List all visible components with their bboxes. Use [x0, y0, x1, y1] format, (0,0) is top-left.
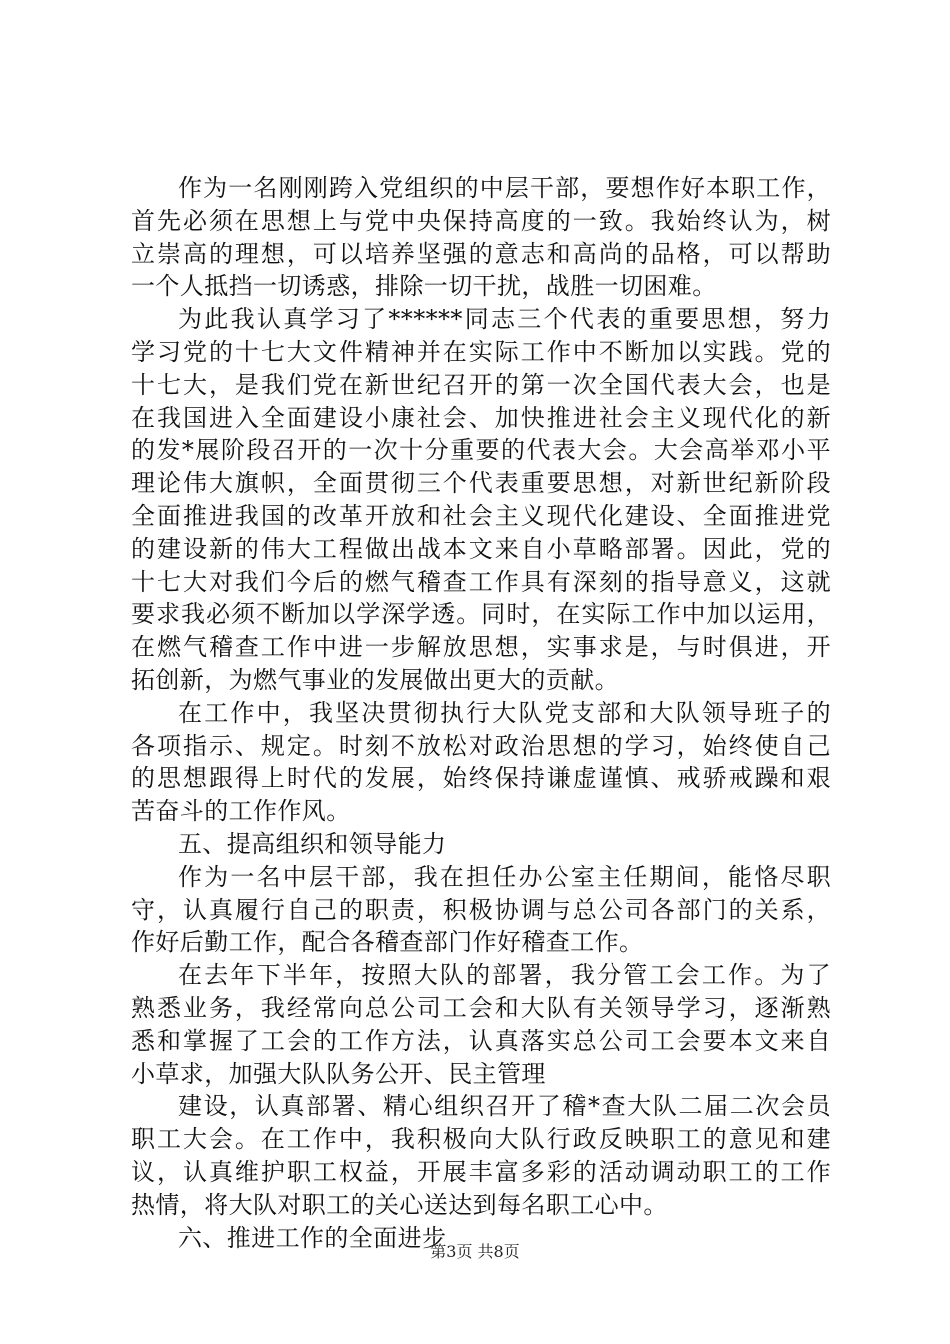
text-line: 十七大，是我们党在新世纪召开的第一次全国代表大会，也是	[131, 370, 831, 399]
page-footer: 第3页 共8页	[430, 1242, 520, 1261]
text-line: 的建设新的伟大工程做出战本文来自小草略部署。因此，党的	[131, 534, 831, 563]
text-line: 六、推进工作的全面进步	[178, 1223, 447, 1252]
text-line: 在我国进入全面建设小康社会、加快推进社会主义现代化的新	[131, 403, 831, 432]
text-line: 作为一名中层干部，我在担任办公室主任期间，能恪尽职	[178, 862, 831, 891]
text-line: 熟悉业务，我经常向总公司工会和大队有关领导学习，逐渐熟	[131, 993, 831, 1022]
text-line: 十七大对我们今后的燃气稽查工作具有深刻的指导意义，这就	[131, 567, 831, 596]
text-line: 作为一名刚刚跨入党组织的中层干部，要想作好本职工作，	[178, 174, 831, 202]
document-body	[131, 172, 831, 1254]
text-line: 在燃气稽查工作中进一步解放思想，实事求是，与时俱进，开	[131, 633, 831, 662]
text-line: 首先必须在思想上与党中央保持高度的一致。我始终认为，树	[131, 206, 831, 235]
text-line: 要求我必须不断加以学深学透。同时，在实际工作中加以运用，	[131, 600, 831, 629]
text-line: 学习党的十七大文件精神并在实际工作中不断加以实践。党的	[131, 337, 831, 366]
text-line: 建设，认真部署、精心组织召开了稽*查大队二届二次会员	[178, 1092, 831, 1121]
text-line: 拓创新，为燃气事业的发展做出更大的贡献。	[131, 665, 619, 694]
text-line: 的发*展阶段召开的一次十分重要的代表大会。大会高举邓小平	[131, 436, 831, 465]
text-line: 五、提高组织和领导能力	[178, 829, 447, 858]
text-line: 小草求，加强大队队务公开、民主管理	[131, 1059, 546, 1088]
text-line: 作好后勤工作，配合各稽查部门作好稽查工作。	[131, 928, 644, 957]
text-line: 立崇高的理想，可以培养坚强的意志和高尚的品格，可以帮助	[131, 239, 831, 268]
text-line: 全面推进我国的改革开放和社会主义现代化建设、全面推进党	[131, 501, 831, 530]
text-line: 苦奋斗的工作作风。	[131, 797, 351, 826]
text-line: 为此我认真学习了******同志三个代表的重要思想，努力	[178, 305, 831, 334]
text-line: 各项指示、规定。时刻不放松对政治思想的学习，始终使自己	[131, 731, 831, 760]
text-line: 在工作中，我坚决贯彻执行大队党支部和大队领导班子的	[178, 698, 831, 727]
text-line: 守，认真履行自己的职责，积极协调与总公司各部门的关系，	[131, 895, 831, 924]
text-line: 悉和掌握了工会的工作方法，认真落实总公司工会要本文来自	[131, 1026, 831, 1055]
text-line: 议，认真维护职工权益，开展丰富多彩的活动调动职工的工作	[131, 1157, 831, 1186]
text-line: 一个人抵挡一切诱惑，排除一切干扰，战胜一切困难。	[131, 272, 717, 301]
text-line: 理论伟大旗帜，全面贯彻三个代表重要思想，对新世纪新阶段	[131, 469, 831, 498]
text-line: 在去年下半年，按照大队的部署，我分管工会工作。为了	[178, 961, 831, 990]
text-line: 的思想跟得上时代的发展，始终保持谦虚谨慎、戒骄戒躁和艰	[131, 764, 831, 793]
text-line: 职工大会。在工作中，我积极向大队行政反映职工的意见和建	[131, 1125, 831, 1154]
text-line: 热情，将大队对职工的关心送达到每名职工心中。	[131, 1190, 668, 1219]
